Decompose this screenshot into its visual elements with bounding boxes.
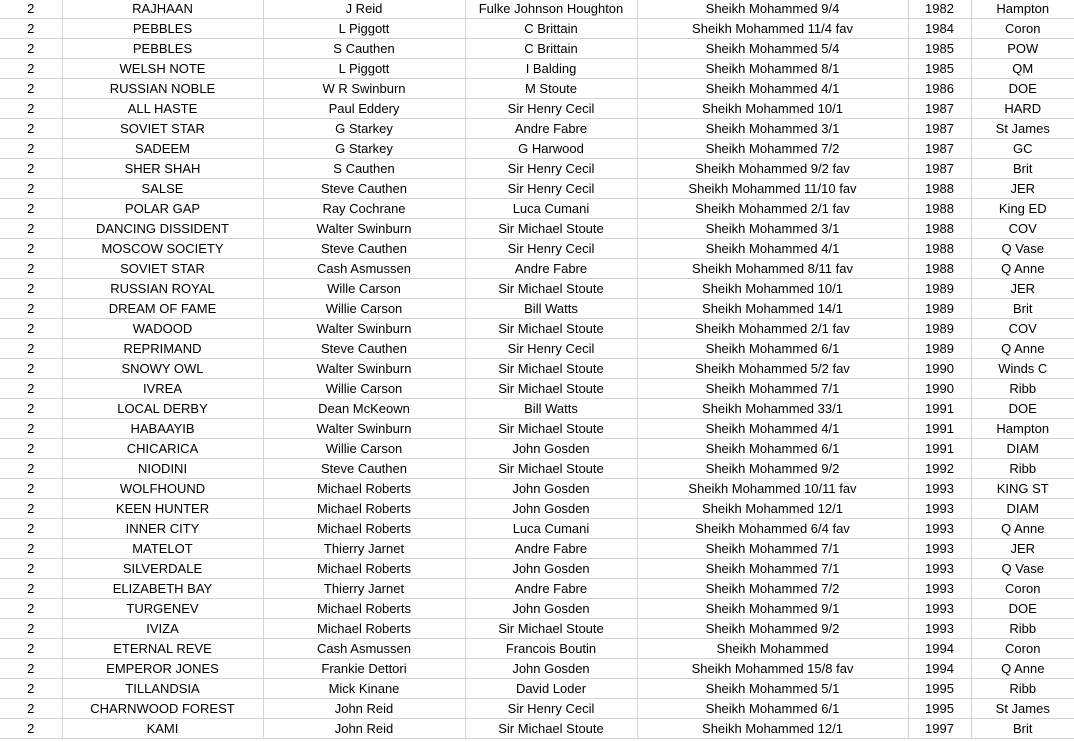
table-row xyxy=(0,679,1074,699)
table-row xyxy=(0,399,1074,419)
trainer-cell[interactable]: Sir Henry Cecil xyxy=(465,99,637,119)
race-cell[interactable]: QM xyxy=(971,59,1074,79)
year-cell[interactable]: 1988 xyxy=(908,219,971,239)
race-cell[interactable]: Q Vase xyxy=(971,559,1074,579)
year-cell[interactable]: 1994 xyxy=(908,659,971,679)
race-cell[interactable]: JER xyxy=(971,279,1074,299)
race-cell[interactable]: Hampton xyxy=(971,0,1074,19)
race-cell[interactable]: COV xyxy=(971,219,1074,239)
horse-cell[interactable]: EMPEROR JONES xyxy=(62,659,263,679)
jockey-cell[interactable]: Steve Cauthen xyxy=(263,459,465,479)
year-cell[interactable]: 1987 xyxy=(908,139,971,159)
position-cell[interactable]: 2 xyxy=(0,539,62,559)
year-cell[interactable]: 1990 xyxy=(908,359,971,379)
owner-odds-cell[interactable]: Sheikh Mohammed 6/1 xyxy=(637,439,908,459)
trainer-cell[interactable]: Sir Michael Stoute xyxy=(465,219,637,239)
horse-cell[interactable]: IVIZA xyxy=(62,619,263,639)
horse-cell[interactable]: TURGENEV xyxy=(62,599,263,619)
position-cell[interactable]: 2 xyxy=(0,359,62,379)
table-row xyxy=(0,59,1074,79)
race-cell[interactable]: Q Anne xyxy=(971,259,1074,279)
owner-odds-cell[interactable]: Sheikh Mohammed 5/1 xyxy=(637,679,908,699)
owner-odds-cell[interactable]: Sheikh Mohammed 14/1 xyxy=(637,299,908,319)
race-cell[interactable]: Ribb xyxy=(971,679,1074,699)
table-row xyxy=(0,339,1074,359)
trainer-cell[interactable]: Luca Cumani xyxy=(465,199,637,219)
owner-odds-cell[interactable]: Sheikh Mohammed 9/4 xyxy=(637,0,908,19)
horse-cell[interactable]: RAJHAAN xyxy=(62,0,263,19)
year-cell[interactable]: 1991 xyxy=(908,399,971,419)
table-row xyxy=(0,319,1074,339)
position-cell[interactable]: 2 xyxy=(0,99,62,119)
horse-cell[interactable]: ETERNAL REVE xyxy=(62,639,263,659)
race-cell[interactable]: Q Anne xyxy=(971,659,1074,679)
position-cell[interactable]: 2 xyxy=(0,0,62,19)
horse-cell[interactable]: CHICARICA xyxy=(62,439,263,459)
jockey-cell[interactable]: J Reid xyxy=(263,0,465,19)
position-cell[interactable]: 2 xyxy=(0,499,62,519)
jockey-cell[interactable]: Michael Roberts xyxy=(263,519,465,539)
jockey-cell[interactable]: S Cauthen xyxy=(263,159,465,179)
table-row xyxy=(0,259,1074,279)
year-cell[interactable]: 1995 xyxy=(908,699,971,719)
horse-cell[interactable]: SNOWY OWL xyxy=(62,359,263,379)
year-cell[interactable]: 1987 xyxy=(908,159,971,179)
table-row xyxy=(0,479,1074,499)
jockey-cell[interactable]: Michael Roberts xyxy=(263,599,465,619)
owner-odds-cell[interactable]: Sheikh Mohammed 12/1 xyxy=(637,719,908,739)
trainer-cell[interactable]: Bill Watts xyxy=(465,299,637,319)
horse-cell[interactable]: NIODINI xyxy=(62,459,263,479)
trainer-cell[interactable]: Francois Boutin xyxy=(465,639,637,659)
jockey-cell[interactable]: John Reid xyxy=(263,719,465,739)
position-cell[interactable]: 2 xyxy=(0,599,62,619)
jockey-cell[interactable]: Michael Roberts xyxy=(263,479,465,499)
owner-odds-cell[interactable]: Sheikh Mohammed 9/2 fav xyxy=(637,159,908,179)
table-row xyxy=(0,579,1074,599)
horse-cell[interactable]: KEEN HUNTER xyxy=(62,499,263,519)
year-cell[interactable]: 1997 xyxy=(908,719,971,739)
horse-cell[interactable]: MOSCOW SOCIETY xyxy=(62,239,263,259)
position-cell[interactable]: 2 xyxy=(0,439,62,459)
year-cell[interactable]: 1988 xyxy=(908,199,971,219)
table-row xyxy=(0,459,1074,479)
race-cell[interactable]: DOE xyxy=(971,79,1074,99)
owner-odds-cell[interactable]: Sheikh Mohammed 7/1 xyxy=(637,559,908,579)
table-row xyxy=(0,699,1074,719)
position-cell[interactable]: 2 xyxy=(0,559,62,579)
trainer-cell[interactable]: John Gosden xyxy=(465,439,637,459)
race-cell[interactable]: Q Anne xyxy=(971,339,1074,359)
trainer-cell[interactable]: Bill Watts xyxy=(465,399,637,419)
table-row xyxy=(0,539,1074,559)
position-cell[interactable]: 2 xyxy=(0,339,62,359)
owner-odds-cell[interactable]: Sheikh Mohammed 6/4 fav xyxy=(637,519,908,539)
horse-cell[interactable]: WOLFHOUND xyxy=(62,479,263,499)
owner-odds-cell[interactable]: Sheikh Mohammed 4/1 xyxy=(637,79,908,99)
position-cell[interactable]: 2 xyxy=(0,319,62,339)
position-cell[interactable]: 2 xyxy=(0,19,62,39)
jockey-cell[interactable]: W R Swinburn xyxy=(263,79,465,99)
race-cell[interactable]: POW xyxy=(971,39,1074,59)
horse-cell[interactable]: POLAR GAP xyxy=(62,199,263,219)
trainer-cell[interactable]: Sir Henry Cecil xyxy=(465,239,637,259)
year-cell[interactable]: 1986 xyxy=(908,79,971,99)
year-cell[interactable]: 1993 xyxy=(908,599,971,619)
jockey-cell[interactable]: G Starkey xyxy=(263,139,465,159)
year-cell[interactable]: 1990 xyxy=(908,379,971,399)
owner-odds-cell[interactable]: Sheikh Mohammed 7/1 xyxy=(637,379,908,399)
horse-cell[interactable]: HABAAYIB xyxy=(62,419,263,439)
race-cell[interactable]: JER xyxy=(971,539,1074,559)
year-cell[interactable]: 1991 xyxy=(908,419,971,439)
race-cell[interactable]: HARD xyxy=(971,99,1074,119)
horse-cell[interactable]: KAMI xyxy=(62,719,263,739)
owner-odds-cell[interactable]: Sheikh Mohammed 10/1 xyxy=(637,279,908,299)
table-row xyxy=(0,359,1074,379)
table-row xyxy=(0,499,1074,519)
year-cell[interactable]: 1994 xyxy=(908,639,971,659)
table-row xyxy=(0,599,1074,619)
position-cell[interactable]: 2 xyxy=(0,659,62,679)
owner-odds-cell[interactable]: Sheikh Mohammed 7/1 xyxy=(637,539,908,559)
owner-odds-cell[interactable]: Sheikh Mohammed 5/4 xyxy=(637,39,908,59)
trainer-cell[interactable]: Fulke Johnson Houghton xyxy=(465,0,637,19)
table-row xyxy=(0,519,1074,539)
race-cell[interactable]: JER xyxy=(971,179,1074,199)
trainer-cell[interactable]: Sir Henry Cecil xyxy=(465,159,637,179)
race-cell[interactable]: Hampton xyxy=(971,419,1074,439)
year-cell[interactable]: 1993 xyxy=(908,579,971,599)
position-cell[interactable]: 2 xyxy=(0,619,62,639)
horse-cell[interactable]: SILVERDALE xyxy=(62,559,263,579)
jockey-cell[interactable]: G Starkey xyxy=(263,119,465,139)
horse-cell[interactable]: ELIZABETH BAY xyxy=(62,579,263,599)
table-row xyxy=(0,0,1074,19)
trainer-cell[interactable]: John Gosden xyxy=(465,499,637,519)
jockey-cell[interactable]: Willie Carson xyxy=(263,439,465,459)
owner-odds-cell[interactable]: Sheikh Mohammed 11/10 fav xyxy=(637,179,908,199)
trainer-cell[interactable]: John Gosden xyxy=(465,559,637,579)
year-cell[interactable]: 1993 xyxy=(908,619,971,639)
trainer-cell[interactable]: I Balding xyxy=(465,59,637,79)
position-cell[interactable]: 2 xyxy=(0,479,62,499)
horse-cell[interactable]: ALL HASTE xyxy=(62,99,263,119)
year-cell[interactable]: 1993 xyxy=(908,539,971,559)
year-cell[interactable]: 1989 xyxy=(908,299,971,319)
year-cell[interactable]: 1987 xyxy=(908,99,971,119)
jockey-cell[interactable]: Willie Carson xyxy=(263,379,465,399)
horse-cell[interactable]: RUSSIAN ROYAL xyxy=(62,279,263,299)
trainer-cell[interactable]: Andre Fabre xyxy=(465,539,637,559)
table-row xyxy=(0,719,1074,739)
table-row xyxy=(0,139,1074,159)
horse-cell[interactable]: WADOOD xyxy=(62,319,263,339)
owner-odds-cell[interactable]: Sheikh Mohammed 9/2 xyxy=(637,619,908,639)
owner-odds-cell[interactable]: Sheikh Mohammed 7/2 xyxy=(637,139,908,159)
jockey-cell[interactable]: Cash Asmussen xyxy=(263,259,465,279)
table-row xyxy=(0,239,1074,259)
race-cell[interactable]: Coron xyxy=(971,579,1074,599)
trainer-cell[interactable]: Sir Michael Stoute xyxy=(465,379,637,399)
horse-cell[interactable]: PEBBLES xyxy=(62,19,263,39)
position-cell[interactable]: 2 xyxy=(0,459,62,479)
position-cell[interactable]: 2 xyxy=(0,399,62,419)
year-cell[interactable]: 1985 xyxy=(908,39,971,59)
horse-cell[interactable]: PEBBLES xyxy=(62,39,263,59)
owner-odds-cell[interactable]: Sheikh Mohammed 6/1 xyxy=(637,699,908,719)
position-cell[interactable]: 2 xyxy=(0,139,62,159)
table-row xyxy=(0,299,1074,319)
owner-odds-cell[interactable]: Sheikh Mohammed 8/1 xyxy=(637,59,908,79)
owner-odds-cell[interactable]: Sheikh Mohammed 8/11 fav xyxy=(637,259,908,279)
year-cell[interactable]: 1982 xyxy=(908,0,971,19)
race-cell[interactable]: Ribb xyxy=(971,379,1074,399)
race-cell[interactable]: Ribb xyxy=(971,619,1074,639)
owner-odds-cell[interactable]: Sheikh Mohammed 9/2 xyxy=(637,459,908,479)
table-row xyxy=(0,19,1074,39)
jockey-cell[interactable]: Mick Kinane xyxy=(263,679,465,699)
position-cell[interactable]: 2 xyxy=(0,519,62,539)
jockey-cell[interactable]: Paul Eddery xyxy=(263,99,465,119)
table-row xyxy=(0,559,1074,579)
trainer-cell[interactable]: Sir Michael Stoute xyxy=(465,459,637,479)
year-cell[interactable]: 1987 xyxy=(908,119,971,139)
owner-odds-cell[interactable]: Sheikh Mohammed 12/1 xyxy=(637,499,908,519)
horse-cell[interactable]: DREAM OF FAME xyxy=(62,299,263,319)
horse-cell[interactable]: MATELOT xyxy=(62,539,263,559)
year-cell[interactable]: 1985 xyxy=(908,59,971,79)
trainer-cell[interactable]: C Brittain xyxy=(465,19,637,39)
jockey-cell[interactable]: Ray Cochrane xyxy=(263,199,465,219)
jockey-cell[interactable]: Thierry Jarnet xyxy=(263,579,465,599)
trainer-cell[interactable]: Sir Henry Cecil xyxy=(465,179,637,199)
race-cell[interactable]: DIAM xyxy=(971,439,1074,459)
trainer-cell[interactable]: Andre Fabre xyxy=(465,579,637,599)
position-cell[interactable]: 2 xyxy=(0,579,62,599)
jockey-cell[interactable]: Cash Asmussen xyxy=(263,639,465,659)
table-row xyxy=(0,439,1074,459)
race-cell[interactable]: Coron xyxy=(971,19,1074,39)
year-cell[interactable]: 1992 xyxy=(908,459,971,479)
owner-odds-cell[interactable]: Sheikh Mohammed 10/11 fav xyxy=(637,479,908,499)
year-cell[interactable]: 1989 xyxy=(908,319,971,339)
jockey-cell[interactable]: Walter Swinburn xyxy=(263,219,465,239)
jockey-cell[interactable]: Michael Roberts xyxy=(263,499,465,519)
jockey-cell[interactable]: L Piggott xyxy=(263,59,465,79)
trainer-cell[interactable]: Sir Michael Stoute xyxy=(465,619,637,639)
owner-odds-cell[interactable]: Sheikh Mohammed 2/1 fav xyxy=(637,319,908,339)
jockey-cell[interactable]: Michael Roberts xyxy=(263,559,465,579)
jockey-cell[interactable]: Dean McKeown xyxy=(263,399,465,419)
race-cell[interactable]: DIAM xyxy=(971,499,1074,519)
trainer-cell[interactable]: David Loder xyxy=(465,679,637,699)
trainer-cell[interactable]: Sir Michael Stoute xyxy=(465,279,637,299)
table-row xyxy=(0,119,1074,139)
horse-cell[interactable]: SHER SHAH xyxy=(62,159,263,179)
jockey-cell[interactable]: S Cauthen xyxy=(263,39,465,59)
owner-odds-cell[interactable]: Sheikh Mohammed 2/1 fav xyxy=(637,199,908,219)
race-cell[interactable]: KING ST xyxy=(971,479,1074,499)
jockey-cell[interactable]: Steve Cauthen xyxy=(263,179,465,199)
owner-odds-cell[interactable]: Sheikh Mohammed 5/2 fav xyxy=(637,359,908,379)
race-cell[interactable]: Q Anne xyxy=(971,519,1074,539)
trainer-cell[interactable]: John Gosden xyxy=(465,599,637,619)
table-row xyxy=(0,179,1074,199)
trainer-cell[interactable]: Sir Michael Stoute xyxy=(465,319,637,339)
race-cell[interactable]: Brit xyxy=(971,719,1074,739)
owner-odds-cell[interactable]: Sheikh Mohammed 15/8 fav xyxy=(637,659,908,679)
trainer-cell[interactable]: Andre Fabre xyxy=(465,259,637,279)
owner-odds-cell[interactable]: Sheikh Mohammed 33/1 xyxy=(637,399,908,419)
table-row xyxy=(0,379,1074,399)
year-cell[interactable]: 1989 xyxy=(908,339,971,359)
horse-cell[interactable]: INNER CITY xyxy=(62,519,263,539)
position-cell[interactable]: 2 xyxy=(0,239,62,259)
jockey-cell[interactable]: L Piggott xyxy=(263,19,465,39)
table-row xyxy=(0,39,1074,59)
race-cell[interactable]: GC xyxy=(971,139,1074,159)
horse-cell[interactable]: WELSH NOTE xyxy=(62,59,263,79)
position-cell[interactable]: 2 xyxy=(0,79,62,99)
trainer-cell[interactable]: Sir Michael Stoute xyxy=(465,359,637,379)
position-cell[interactable]: 2 xyxy=(0,379,62,399)
table-row xyxy=(0,159,1074,179)
horse-cell[interactable]: REPRIMAND xyxy=(62,339,263,359)
position-cell[interactable]: 2 xyxy=(0,719,62,739)
year-cell[interactable]: 1988 xyxy=(908,259,971,279)
race-cell[interactable]: Ribb xyxy=(971,459,1074,479)
jockey-cell[interactable]: Steve Cauthen xyxy=(263,239,465,259)
trainer-cell[interactable]: Sir Michael Stoute xyxy=(465,419,637,439)
race-cell[interactable]: DOE xyxy=(971,599,1074,619)
jockey-cell[interactable]: Walter Swinburn xyxy=(263,419,465,439)
position-cell[interactable]: 2 xyxy=(0,299,62,319)
position-cell[interactable]: 2 xyxy=(0,39,62,59)
horse-cell[interactable]: SOVIET STAR xyxy=(62,259,263,279)
owner-odds-cell[interactable]: Sheikh Mohammed 9/1 xyxy=(637,599,908,619)
year-cell[interactable]: 1988 xyxy=(908,239,971,259)
position-cell[interactable]: 2 xyxy=(0,259,62,279)
jockey-cell[interactable]: Thierry Jarnet xyxy=(263,539,465,559)
year-cell[interactable]: 1993 xyxy=(908,499,971,519)
race-cell[interactable]: St James xyxy=(971,119,1074,139)
owner-odds-cell[interactable]: Sheikh Mohammed 3/1 xyxy=(637,119,908,139)
table-row xyxy=(0,659,1074,679)
jockey-cell[interactable]: Walter Swinburn xyxy=(263,319,465,339)
horse-cell[interactable]: IVREA xyxy=(62,379,263,399)
year-cell[interactable]: 1988 xyxy=(908,179,971,199)
position-cell[interactable]: 2 xyxy=(0,699,62,719)
trainer-cell[interactable]: Sir Michael Stoute xyxy=(465,719,637,739)
trainer-cell[interactable]: M Stoute xyxy=(465,79,637,99)
race-cell[interactable]: Winds C xyxy=(971,359,1074,379)
jockey-cell[interactable]: Wille Carson xyxy=(263,279,465,299)
trainer-cell[interactable]: Luca Cumani xyxy=(465,519,637,539)
position-cell[interactable]: 2 xyxy=(0,639,62,659)
race-cell[interactable]: Brit xyxy=(971,159,1074,179)
race-cell[interactable]: King ED xyxy=(971,199,1074,219)
race-cell[interactable]: COV xyxy=(971,319,1074,339)
table-row xyxy=(0,199,1074,219)
owner-odds-cell[interactable]: Sheikh Mohammed 10/1 xyxy=(637,99,908,119)
race-cell[interactable]: Coron xyxy=(971,639,1074,659)
table-row xyxy=(0,99,1074,119)
owner-odds-cell[interactable]: Sheikh Mohammed 3/1 xyxy=(637,219,908,239)
owner-odds-cell[interactable]: Sheikh Mohammed xyxy=(637,639,908,659)
year-cell[interactable]: 1991 xyxy=(908,439,971,459)
trainer-cell[interactable]: Andre Fabre xyxy=(465,119,637,139)
year-cell[interactable]: 1989 xyxy=(908,279,971,299)
table-row xyxy=(0,219,1074,239)
horse-cell[interactable]: RUSSIAN NOBLE xyxy=(62,79,263,99)
table-row xyxy=(0,619,1074,639)
race-cell[interactable]: St James xyxy=(971,699,1074,719)
jockey-cell[interactable]: Walter Swinburn xyxy=(263,359,465,379)
owner-odds-cell[interactable]: Sheikh Mohammed 4/1 xyxy=(637,239,908,259)
horse-cell[interactable]: TILLANDSIA xyxy=(62,679,263,699)
trainer-cell[interactable]: C Brittain xyxy=(465,39,637,59)
position-cell[interactable]: 2 xyxy=(0,59,62,79)
year-cell[interactable]: 1984 xyxy=(908,19,971,39)
race-cell[interactable]: Q Vase xyxy=(971,239,1074,259)
owner-odds-cell[interactable]: Sheikh Mohammed 11/4 fav xyxy=(637,19,908,39)
owner-odds-cell[interactable]: Sheikh Mohammed 4/1 xyxy=(637,419,908,439)
position-cell[interactable]: 2 xyxy=(0,119,62,139)
trainer-cell[interactable]: Sir Henry Cecil xyxy=(465,699,637,719)
horse-cell[interactable]: DANCING DISSIDENT xyxy=(62,219,263,239)
table-row xyxy=(0,639,1074,659)
position-cell[interactable]: 2 xyxy=(0,679,62,699)
jockey-cell[interactable]: Michael Roberts xyxy=(263,619,465,639)
position-cell[interactable]: 2 xyxy=(0,159,62,179)
year-cell[interactable]: 1993 xyxy=(908,479,971,499)
horse-cell[interactable]: SALSE xyxy=(62,179,263,199)
race-cell[interactable]: DOE xyxy=(971,399,1074,419)
owner-odds-cell[interactable]: Sheikh Mohammed 7/2 xyxy=(637,579,908,599)
year-cell[interactable]: 1995 xyxy=(908,679,971,699)
trainer-cell[interactable]: John Gosden xyxy=(465,479,637,499)
jockey-cell[interactable]: Steve Cauthen xyxy=(263,339,465,359)
position-cell[interactable]: 2 xyxy=(0,419,62,439)
position-cell[interactable]: 2 xyxy=(0,279,62,299)
trainer-cell[interactable]: G Harwood xyxy=(465,139,637,159)
year-cell[interactable]: 1993 xyxy=(908,519,971,539)
horse-cell[interactable]: CHARNWOOD FOREST xyxy=(62,699,263,719)
jockey-cell[interactable]: John Reid xyxy=(263,699,465,719)
table-row xyxy=(0,419,1074,439)
table-row xyxy=(0,279,1074,299)
position-cell[interactable]: 2 xyxy=(0,199,62,219)
horse-cell[interactable]: LOCAL DERBY xyxy=(62,399,263,419)
position-cell[interactable]: 2 xyxy=(0,179,62,199)
jockey-cell[interactable]: Frankie Dettori xyxy=(263,659,465,679)
owner-odds-cell[interactable]: Sheikh Mohammed 6/1 xyxy=(637,339,908,359)
table-row xyxy=(0,79,1074,99)
horse-cell[interactable]: SOVIET STAR xyxy=(62,119,263,139)
race-cell[interactable]: Brit xyxy=(971,299,1074,319)
trainer-cell[interactable]: Sir Henry Cecil xyxy=(465,339,637,359)
year-cell[interactable]: 1993 xyxy=(908,559,971,579)
horse-cell[interactable]: SADEEM xyxy=(62,139,263,159)
position-cell[interactable]: 2 xyxy=(0,219,62,239)
trainer-cell[interactable]: John Gosden xyxy=(465,659,637,679)
jockey-cell[interactable]: Willie Carson xyxy=(263,299,465,319)
